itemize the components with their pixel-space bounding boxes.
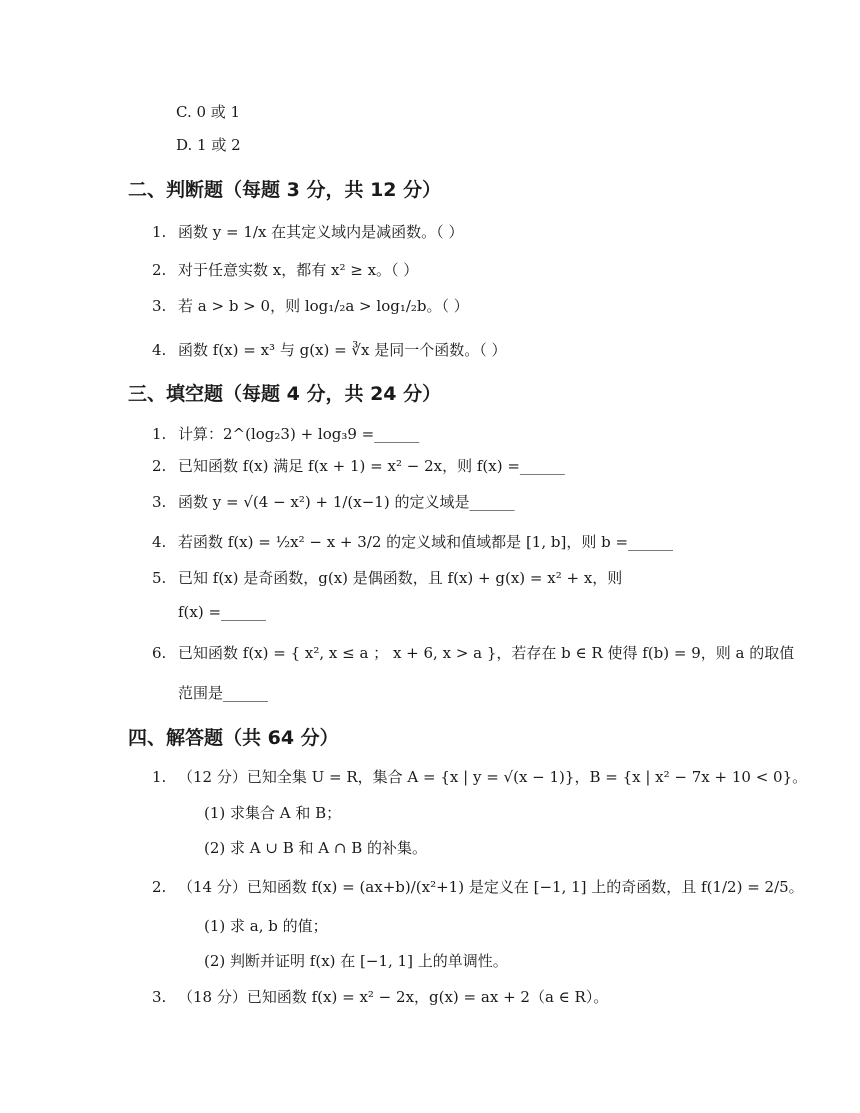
s2-item-4-text: 函数 f(x) = x³ 与 g(x) = ∛x 是同一个函数。（ ） bbox=[178, 341, 507, 359]
s2-item-1-text: 函数 y = 1/x 在其定义域内是减函数。（ ） bbox=[178, 223, 464, 241]
s3-item-5-num: 5. bbox=[152, 569, 167, 587]
s3-item-1-num: 1. bbox=[152, 425, 167, 443]
s3-item-6-text: 已知函数 f(x) = { x², x ≤ a ； x + 6, x > a }，若存在 b ∈ R 使得 f(b) = 9，则 a 的取值 bbox=[178, 644, 795, 662]
s3-item-3-text: 函数 y = √(4 − x²) + 1/(x−1) 的定义域是______ bbox=[178, 493, 515, 511]
s4-item-1-sub-2: (2) 求 A ∪ B 和 A ∩ B 的补集。 bbox=[204, 839, 428, 857]
section-3-title: 三、填空题（每题 4 分，共 24 分） bbox=[128, 383, 442, 405]
s3-item-6-num: 6. bbox=[152, 644, 167, 662]
s4-item-1-sub-1: (1) 求集合 A 和 B； bbox=[204, 804, 342, 822]
s4-item-2-sub-1: (1) 求 a, b 的值； bbox=[204, 917, 328, 935]
s4-item-3-num: 3. bbox=[152, 988, 167, 1006]
s3-item-5-cont: f(x) =______ bbox=[178, 603, 267, 621]
s3-item-6-cont: 范围是______ bbox=[178, 684, 269, 702]
s2-item-2-num: 2. bbox=[152, 261, 167, 279]
s4-item-2-sub-2: (2) 判断并证明 f(x) 在 [−1, 1] 上的单调性。 bbox=[204, 952, 508, 970]
s2-item-3-num: 3. bbox=[152, 297, 167, 315]
s3-item-4-num: 4. bbox=[152, 533, 167, 551]
s2-item-1-num: 1. bbox=[152, 223, 167, 241]
section-2-title: 二、判断题（每题 3 分，共 12 分） bbox=[128, 179, 442, 201]
option-c: C. 0 或 1 bbox=[176, 103, 241, 121]
s3-item-3-num: 3. bbox=[152, 493, 167, 511]
option-d: D. 1 或 2 bbox=[176, 136, 241, 154]
s3-item-5-text: 已知 f(x) 是奇函数，g(x) 是偶函数，且 f(x) + g(x) = x² + x，则 bbox=[178, 569, 623, 587]
s4-item-3-text: （18 分）已知函数 f(x) = x² − 2x，g(x) = ax + 2（a ∈ R）。 bbox=[178, 988, 609, 1006]
s3-item-1-text: 计算：2^(log₂3) + log₃9 =______ bbox=[178, 425, 420, 443]
s2-item-2-text: 对于任意实数 x，都有 x² ≥ x。（ ） bbox=[178, 261, 419, 279]
s4-item-2-text: （14 分）已知函数 f(x) = (ax+b)/(x²+1) 是定义在 [−1, 1] 上的奇函数，且 f(1/2) = 2/5。 bbox=[178, 878, 804, 896]
section-4-title: 四、解答题（共 64 分） bbox=[128, 727, 339, 749]
s4-item-1-num: 1. bbox=[152, 768, 167, 786]
s3-item-2-text: 已知函数 f(x) 满足 f(x + 1) = x² − 2x，则 f(x) =______ bbox=[178, 457, 565, 475]
s2-item-3-text: 若 a > b > 0，则 log₁/₂a > log₁/₂b。（ ） bbox=[178, 297, 469, 315]
s3-item-4-text: 若函数 f(x) = ½x² − x + 3/2 的定义域和值域都是 [1, b]，则 b =______ bbox=[178, 533, 674, 551]
s4-item-1-text: （12 分）已知全集 U = R，集合 A = {x | y = √(x − 1)}，B = {x | x² − 7x + 10 < 0}。 bbox=[178, 768, 808, 786]
s3-item-2-num: 2. bbox=[152, 457, 167, 475]
s2-item-4-num: 4. bbox=[152, 341, 167, 359]
s4-item-2-num: 2. bbox=[152, 878, 167, 896]
